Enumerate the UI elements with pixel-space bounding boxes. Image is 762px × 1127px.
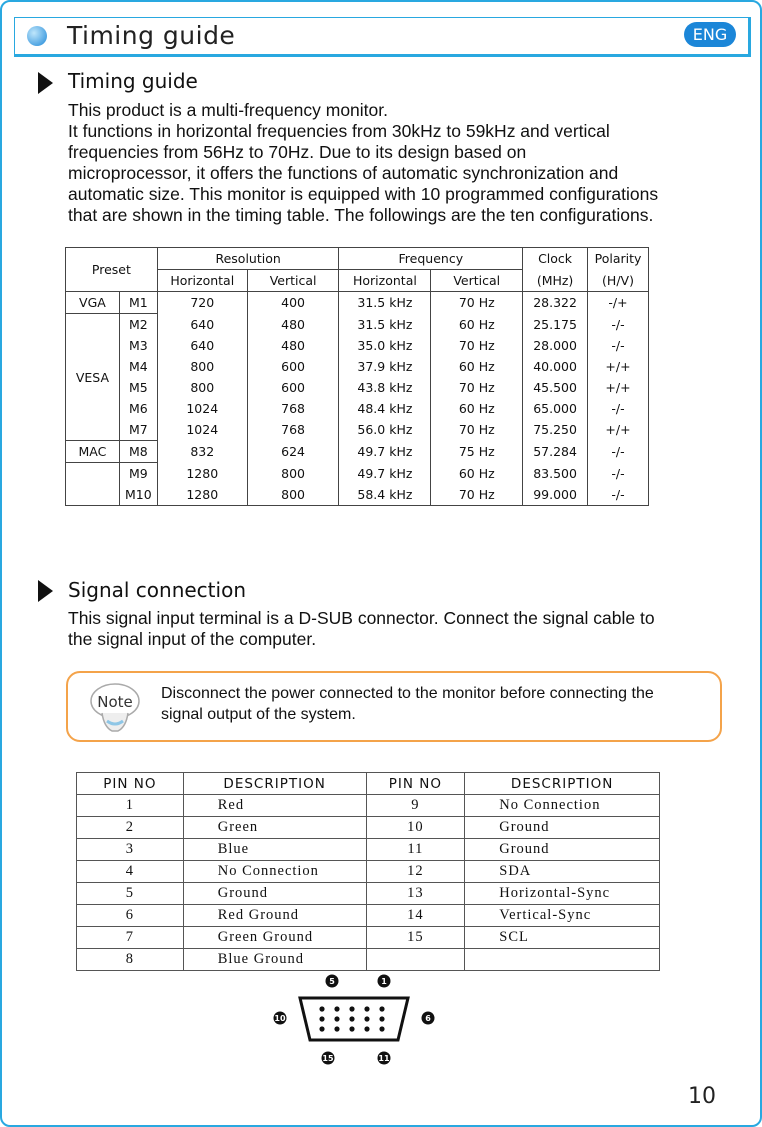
pin-dot <box>319 1006 324 1011</box>
pin-number: 1 <box>77 795 184 817</box>
preset-group <box>66 463 120 506</box>
mode-cell: M8 <box>119 441 157 463</box>
res-vertical-cell: 480 <box>247 335 339 356</box>
mode-cell: M6 <box>119 398 157 419</box>
res-horizontal-cell: 640 <box>157 335 247 356</box>
header-preset: Preset <box>66 248 158 292</box>
mode-cell: M4 <box>119 356 157 377</box>
pin-label-text: 5 <box>329 977 335 986</box>
timing-row <box>66 356 649 377</box>
polarity-cell: +/+ <box>588 356 649 377</box>
page-number: 10 <box>688 1084 716 1109</box>
header-description: DESCRIPTION <box>183 773 366 795</box>
note-line: Disconnect the power connected to the monitor before connecting the <box>161 685 654 702</box>
res-horizontal-cell: 832 <box>157 441 247 463</box>
pin-dot <box>379 1016 384 1021</box>
language-badge: ENG <box>684 22 736 47</box>
section-arrow-icon <box>38 580 53 602</box>
pin-dot <box>379 1026 384 1031</box>
pin-table <box>76 772 660 971</box>
pin-number: 9 <box>366 795 465 817</box>
timing-description <box>68 100 728 226</box>
paragraph-line: This signal input terminal is a D-SUB connector. Connect the signal cable to <box>68 608 655 628</box>
pin-label <box>422 1012 435 1025</box>
header-freq-horizontal: Horizontal <box>339 270 431 292</box>
res-vertical-cell: 624 <box>247 441 339 463</box>
pin-dot <box>349 1026 354 1031</box>
pin-label <box>322 1052 335 1065</box>
pin-label-text: 6 <box>425 1014 431 1023</box>
polarity-cell: -/- <box>588 398 649 419</box>
freq-vertical-cell: 60 Hz <box>431 398 523 419</box>
res-horizontal-cell: 1024 <box>157 419 247 441</box>
freq-horizontal-cell: 35.0 kHz <box>339 335 431 356</box>
pin-number: 10 <box>366 817 465 839</box>
clock-cell: 75.250 <box>523 419 588 441</box>
pin-description: Vertical-Sync <box>465 905 660 927</box>
paragraph-line: that are shown in the timing table. The followings are the ten configurations. <box>68 205 654 225</box>
paragraph-line: It functions in horizontal frequencies from 30kHz to 59kHz and vertical <box>68 121 610 141</box>
pin-description: Green <box>183 817 366 839</box>
freq-vertical-cell: 70 Hz <box>431 377 523 398</box>
paragraph-line: This product is a multi-frequency monitor. <box>68 100 388 120</box>
header-freq-vertical: Vertical <box>431 270 523 292</box>
pin-description: No Connection <box>465 795 660 817</box>
pin-description: SDA <box>465 861 660 883</box>
mode-cell: M7 <box>119 419 157 441</box>
pin-number: 12 <box>366 861 465 883</box>
polarity-cell: -/- <box>588 484 649 506</box>
pin-number: 2 <box>77 817 184 839</box>
mode-cell: M5 <box>119 377 157 398</box>
pin-row <box>77 883 660 905</box>
pin-number: 3 <box>77 839 184 861</box>
freq-horizontal-cell: 49.7 kHz <box>339 463 431 485</box>
note-box <box>66 671 722 742</box>
res-horizontal-cell: 1024 <box>157 398 247 419</box>
mode-cell: M3 <box>119 335 157 356</box>
res-horizontal-cell: 1280 <box>157 484 247 506</box>
pin-dot <box>319 1016 324 1021</box>
pin-description: Ground <box>183 883 366 905</box>
res-horizontal-cell: 800 <box>157 377 247 398</box>
timing-row <box>66 335 649 356</box>
pin-row <box>77 839 660 861</box>
pin-number: 15 <box>366 927 465 949</box>
pin-number: 8 <box>77 949 184 971</box>
pin-number: 4 <box>77 861 184 883</box>
mode-cell: M1 <box>119 292 157 314</box>
paragraph-line: automatic size. This monitor is equipped with 10 programmed configurations <box>68 184 659 204</box>
mode-cell: M10 <box>119 484 157 506</box>
pin-description: Ground <box>465 839 660 861</box>
header-title: Timing guide <box>67 21 236 50</box>
header-bar <box>14 17 751 57</box>
header-res-horizontal: Horizontal <box>157 270 247 292</box>
res-horizontal-cell: 800 <box>157 356 247 377</box>
pin-dot <box>349 1016 354 1021</box>
pin-description: Green Ground <box>183 927 366 949</box>
pin-dot <box>334 1026 339 1031</box>
res-horizontal-cell: 720 <box>157 292 247 314</box>
header-polarity-unit: (H/V) <box>588 270 649 292</box>
header-frequency: Frequency <box>339 248 523 270</box>
freq-horizontal-cell: 31.5 kHz <box>339 292 431 314</box>
preset-group: VGA <box>66 292 120 314</box>
polarity-cell: +/+ <box>588 377 649 398</box>
pin-label-text: 1 <box>381 977 387 986</box>
pin-label <box>326 975 339 988</box>
mode-cell: M9 <box>119 463 157 485</box>
pin-dot <box>364 1026 369 1031</box>
pin-number: 5 <box>77 883 184 905</box>
clock-cell: 28.000 <box>523 335 588 356</box>
paragraph-line: frequencies from 56Hz to 70Hz. Due to its design based on <box>68 142 527 162</box>
pin-description: Horizontal-Sync <box>465 883 660 905</box>
clock-cell: 99.000 <box>523 484 588 506</box>
pin-number: 14 <box>366 905 465 927</box>
freq-vertical-cell: 60 Hz <box>431 314 523 336</box>
pin-description: Blue Ground <box>183 949 366 971</box>
bullet-dot-icon <box>27 26 47 46</box>
freq-horizontal-cell: 56.0 kHz <box>339 419 431 441</box>
res-vertical-cell: 800 <box>247 484 339 506</box>
timing-row <box>66 314 649 336</box>
preset-group: MAC <box>66 441 120 463</box>
pin-row <box>77 905 660 927</box>
note-line: signal output of the system. <box>161 706 356 723</box>
res-vertical-cell: 600 <box>247 377 339 398</box>
clock-cell: 45.500 <box>523 377 588 398</box>
timing-row <box>66 292 649 314</box>
mode-cell: M2 <box>119 314 157 336</box>
polarity-cell: +/+ <box>588 419 649 441</box>
pin-number: 7 <box>77 927 184 949</box>
note-text <box>161 683 721 725</box>
res-horizontal-cell: 640 <box>157 314 247 336</box>
dsub-connector-diagram <box>270 968 438 1068</box>
pin-row <box>77 817 660 839</box>
section-arrow-icon <box>38 72 53 94</box>
header-resolution: Resolution <box>157 248 339 270</box>
section-title-signal: Signal connection <box>68 578 246 602</box>
timing-row <box>66 419 649 441</box>
pin-number: 13 <box>366 883 465 905</box>
polarity-cell: -/+ <box>588 292 649 314</box>
pin-label-text: 11 <box>378 1054 390 1063</box>
freq-horizontal-cell: 48.4 kHz <box>339 398 431 419</box>
header-description: DESCRIPTION <box>465 773 660 795</box>
timing-row <box>66 398 649 419</box>
freq-vertical-cell: 60 Hz <box>431 463 523 485</box>
polarity-cell: -/- <box>588 335 649 356</box>
timing-row <box>66 441 649 463</box>
lightbulb-note-icon <box>90 681 140 737</box>
clock-cell: 25.175 <box>523 314 588 336</box>
pin-description: No Connection <box>183 861 366 883</box>
pin-dot <box>379 1006 384 1011</box>
res-vertical-cell: 400 <box>247 292 339 314</box>
pin-row <box>77 861 660 883</box>
clock-cell: 57.284 <box>523 441 588 463</box>
polarity-cell: -/- <box>588 463 649 485</box>
note-label: Note <box>97 693 133 711</box>
signal-description <box>68 608 728 650</box>
res-vertical-cell: 768 <box>247 419 339 441</box>
header-pin-no: PIN NO <box>366 773 465 795</box>
clock-cell: 40.000 <box>523 356 588 377</box>
pin-dot <box>364 1016 369 1021</box>
freq-horizontal-cell: 43.8 kHz <box>339 377 431 398</box>
polarity-cell: -/- <box>588 314 649 336</box>
pin-label-text: 10 <box>274 1014 286 1023</box>
paragraph-line: the signal input of the computer. <box>68 629 317 649</box>
clock-cell: 28.322 <box>523 292 588 314</box>
freq-vertical-cell: 70 Hz <box>431 484 523 506</box>
freq-horizontal-cell: 37.9 kHz <box>339 356 431 377</box>
pin-row <box>77 795 660 817</box>
header-clock-unit: (MHz) <box>523 270 588 292</box>
freq-vertical-cell: 70 Hz <box>431 419 523 441</box>
header-res-vertical: Vertical <box>247 270 339 292</box>
freq-vertical-cell: 75 Hz <box>431 441 523 463</box>
pin-number: 6 <box>77 905 184 927</box>
freq-vertical-cell: 70 Hz <box>431 292 523 314</box>
timing-row <box>66 463 649 485</box>
pin-row <box>77 927 660 949</box>
freq-horizontal-cell: 49.7 kHz <box>339 441 431 463</box>
res-vertical-cell: 480 <box>247 314 339 336</box>
timing-table <box>65 247 649 506</box>
res-horizontal-cell: 1280 <box>157 463 247 485</box>
timing-row <box>66 377 649 398</box>
pin-description: SCL <box>465 927 660 949</box>
paragraph-line: microprocessor, it offers the functions of automatic synchronization and <box>68 163 619 183</box>
clock-cell: 83.500 <box>523 463 588 485</box>
pin-label <box>274 1012 287 1025</box>
pin-description: Ground <box>465 817 660 839</box>
pin-label <box>378 975 391 988</box>
header-pin-no: PIN NO <box>77 773 184 795</box>
freq-vertical-cell: 70 Hz <box>431 335 523 356</box>
pin-number: 11 <box>366 839 465 861</box>
pin-dot <box>334 1006 339 1011</box>
clock-cell: 65.000 <box>523 398 588 419</box>
pin-label-text: 15 <box>322 1054 334 1063</box>
pin-description <box>465 949 660 971</box>
freq-horizontal-cell: 58.4 kHz <box>339 484 431 506</box>
pin-description: Red Ground <box>183 905 366 927</box>
res-vertical-cell: 800 <box>247 463 339 485</box>
header-clock: Clock <box>523 248 588 270</box>
pin-dot <box>364 1006 369 1011</box>
res-vertical-cell: 768 <box>247 398 339 419</box>
section-title-timing: Timing guide <box>68 69 198 93</box>
pin-dot <box>319 1026 324 1031</box>
polarity-cell: -/- <box>588 441 649 463</box>
freq-vertical-cell: 60 Hz <box>431 356 523 377</box>
pin-description: Red <box>183 795 366 817</box>
preset-group: VESA <box>66 314 120 441</box>
pin-description: Blue <box>183 839 366 861</box>
header-polarity: Polarity <box>588 248 649 270</box>
pin-label <box>378 1052 391 1065</box>
timing-row <box>66 484 649 506</box>
res-vertical-cell: 600 <box>247 356 339 377</box>
freq-horizontal-cell: 31.5 kHz <box>339 314 431 336</box>
pin-dot <box>334 1016 339 1021</box>
pin-dot <box>349 1006 354 1011</box>
